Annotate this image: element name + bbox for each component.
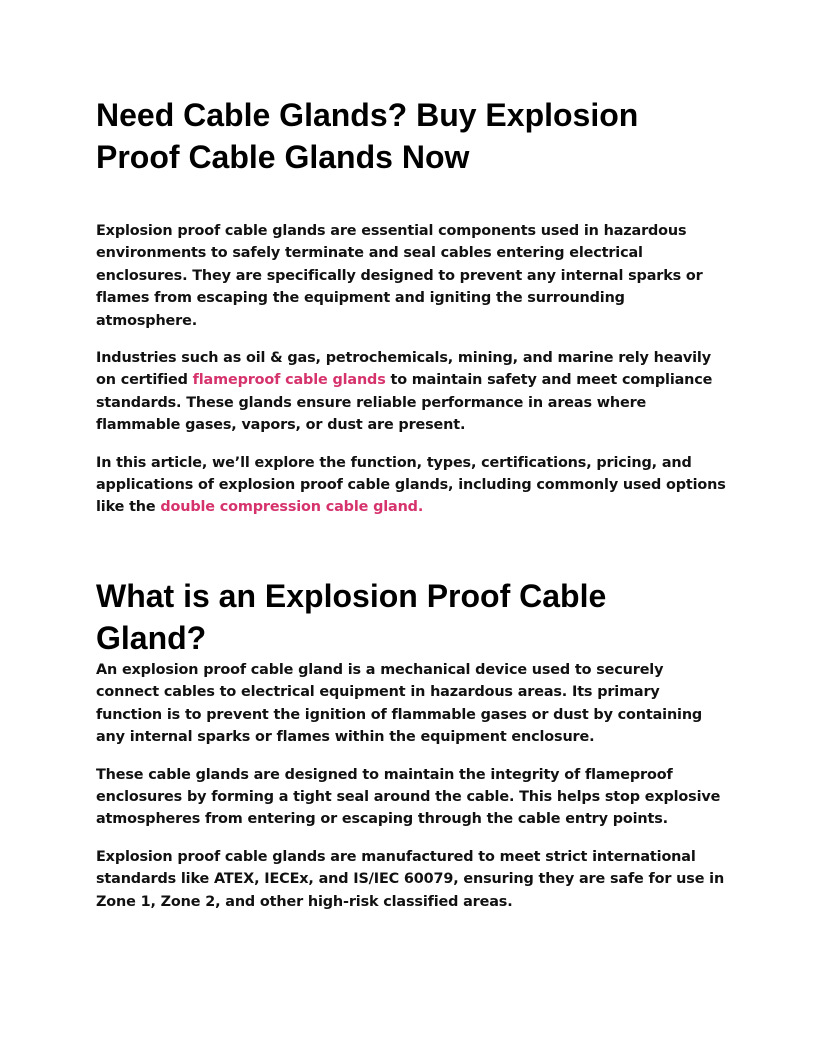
page-title: Need Cable Glands? Buy Explosion Proof Cable Glands Now: [96, 97, 639, 175]
intro-paragraph-3: [96, 452, 726, 519]
section-paragraph-3: Explosion proof cable glands are manufactured to meet strict international standards like ATEX, IECEx, and IS/IEC 60079, ensuring they are safe for use in Zone 1, Zone 2, and other high-risk classified areas.: [96, 848, 725, 910]
section-heading: What is an Explosion Proof Cable Gland?: [96, 577, 607, 656]
intro-paragraph-2-text-start: Industries such as oil & gas, petrochemicals, mining, and marine rely heavily on certified: [96, 350, 711, 389]
section-paragraph-1: An explosion proof cable gland is a mechanical device used to securely connect cables to electrical equipment in hazardous areas. Its primary function is to prevent the ignition of flammable gases or dust by containing any internal sparks or flames within the equipment enclosure.: [96, 661, 703, 746]
document-page: [96, 94, 726, 913]
intro-paragraph-3-text-start: In this article, we’ll explore the function, types, certifications, pricing, and applications of explosion proof cable glands, including commonly used options like the: [96, 454, 726, 516]
intro-paragraph-1: Explosion proof cable glands are essential components used in hazardous environments to safely terminate and seal cables entering electrical enclosures. They are specifically designed to prevent any internal sparks or flames from escaping the equipment and igniting the surrounding atmosphere.: [96, 223, 703, 329]
flameproof-cable-glands-link[interactable]: flameproof cable glands: [192, 372, 386, 389]
intro-paragraph-2-text-end: to maintain safety and meet compliance standards. These glands ensure reliable performance in areas where flammable gases, vapors, or dust are present.: [96, 372, 713, 434]
section-paragraph-2: These cable glands are designed to maintain the integrity of flameproof enclosures by forming a tight seal around the cable. This helps stop explosive atmospheres from entering or escaping through the cable entry points.: [96, 766, 721, 828]
double-compression-cable-gland-link[interactable]: double compression cable gland.: [160, 499, 424, 516]
intro-paragraph-2: [96, 347, 726, 437]
